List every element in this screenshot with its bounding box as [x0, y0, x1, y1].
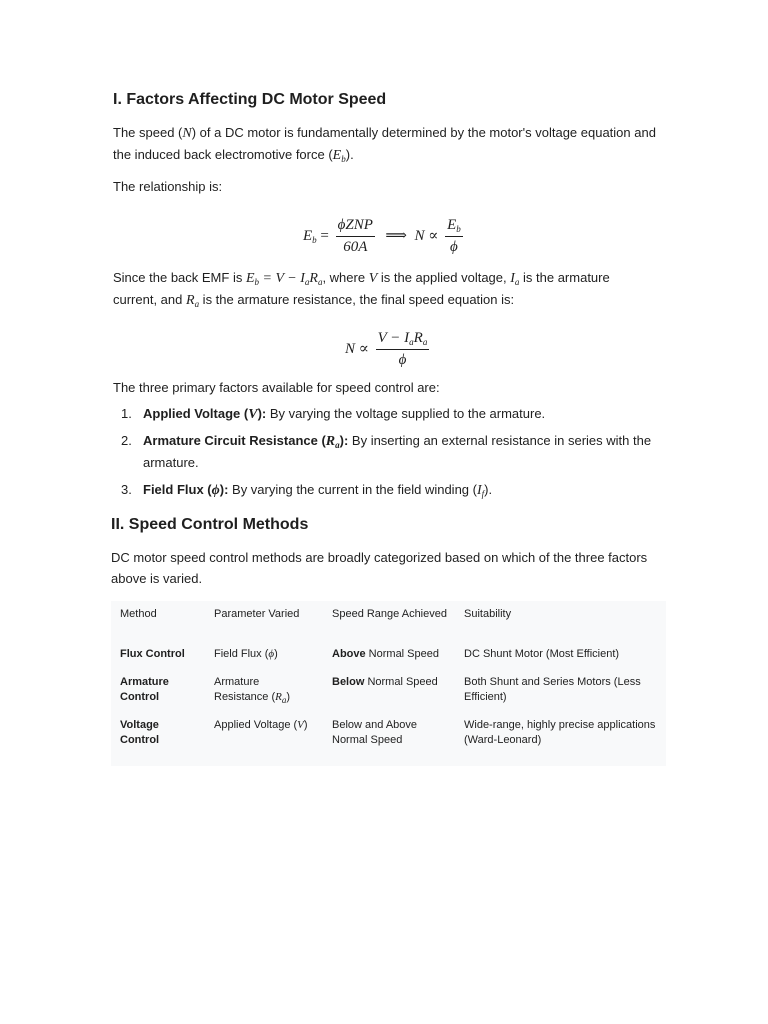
table-row	[111, 675, 666, 718]
cell-method: Armature Control	[120, 676, 169, 703]
cell-suitability: Wide-range, highly precise applications (Ward-Leonard)	[464, 719, 656, 746]
methods-intro-line2: above is varied.	[111, 571, 203, 586]
table-row	[111, 718, 666, 766]
back-emf-paragraph	[113, 267, 673, 311]
section-heading-methods: II. Speed Control Methods	[111, 516, 309, 533]
cell-speed-range: Above Normal Speed	[332, 648, 439, 660]
cell-speed-range: Below and Above Normal Speed	[332, 719, 418, 746]
eq1-denominator: 60A	[343, 239, 368, 255]
eq2-denominator: ϕ	[398, 352, 407, 368]
since-symbol-ia: $I_a$	[510, 271, 520, 287]
since-text-c: is the applied voltage,	[377, 270, 511, 285]
cell-parameter: Applied Voltage (V)	[214, 719, 308, 731]
cell-parameter: Armature Resistance $(R_a)$	[214, 676, 291, 705]
since-equation: $E_b = V - I_aR_a$	[245, 271, 323, 287]
factor-label: Applied Voltage (V):	[143, 406, 267, 422]
column-header-method: Method	[120, 608, 157, 620]
equation-speed	[345, 330, 432, 369]
intro-text-c: the induced back electromotive force (	[113, 147, 333, 162]
intro-text-d: ).	[345, 147, 354, 162]
intro-symbol-eb: $E_b$	[332, 148, 346, 164]
eq1-rhs-denominator: ϕ	[450, 239, 458, 255]
factor-text: By inserting an external resistance in series with the	[348, 433, 652, 448]
eq1-rhs-fraction	[445, 217, 463, 256]
since-text-d: is the armature	[519, 270, 610, 285]
column-header-suitability: Suitability	[464, 608, 512, 620]
eq1-implies: ⟹	[385, 227, 407, 244]
since-text-a: Since the back EMF is	[113, 270, 246, 285]
since-text-e: current, and	[113, 292, 186, 307]
cell-method: Flux Control	[120, 648, 185, 660]
equation-back-emf: $E_b$ = $\frac{\text{ϕZNP}}{60A}$ ⟹ N ∝ $\frac{E_b}{\phi}$	[303, 217, 461, 255]
eq2-lhs: N ∝	[345, 340, 369, 357]
intro-paragraph	[113, 122, 673, 166]
cell-suitability: DC Shunt Motor (Most Efficient)	[464, 648, 620, 660]
eq1-lhs: $E_b$	[303, 227, 317, 245]
eq1-rhs-numerator: $E_b$	[445, 217, 463, 237]
cell-method: Voltage Control	[120, 719, 160, 746]
eq1-numerator: ϕZNP	[336, 217, 375, 237]
table-header-row	[111, 601, 666, 647]
eq1-fraction	[336, 217, 375, 256]
column-header-speed-range: Speed Range Achieved	[332, 608, 447, 620]
relationship-label: The relationship is:	[113, 179, 223, 194]
factor-label: Armature Circuit Resistance $(R_a)$:	[143, 433, 349, 450]
intro-symbol-n: N	[182, 126, 192, 141]
cell-parameter: Field Flux (ϕ)	[214, 648, 278, 660]
methods-intro-line1: DC motor speed control methods are broadly categorized based on which of the three factors	[111, 550, 648, 565]
table-row	[111, 647, 666, 675]
factor-text: By varying the current in the field winding (	[228, 482, 477, 497]
speed-control-table	[111, 601, 666, 766]
since-text-b: , where	[322, 270, 369, 285]
since-symbol-v: V	[368, 271, 378, 286]
factor-text: By varying the voltage supplied to the armature.	[266, 406, 546, 421]
factors-intro: The three primary factors available for speed control are:	[113, 380, 440, 395]
intro-text-b: ) of a DC motor is fundamentally determined by the motor's voltage equation and	[191, 125, 656, 140]
section-heading-factors: I. Factors Affecting DC Motor Speed	[113, 91, 387, 108]
intro-text-a: The speed (	[113, 125, 183, 140]
column-header-parameter: Parameter Varied	[214, 608, 300, 620]
factor-label: Field Flux (ϕ):	[143, 482, 229, 498]
methods-intro	[111, 547, 671, 589]
since-symbol-ra: $R_a$	[186, 293, 200, 309]
eq2-fraction	[376, 330, 430, 369]
cell-suitability: Both Shunt and Series Motors (Less Efficient)	[464, 676, 641, 703]
factor-text-continued: armature.	[143, 455, 199, 470]
cell-speed-range: Below Normal Speed	[332, 676, 438, 688]
since-text-f: is the armature resistance, the final speed equation is:	[199, 292, 515, 307]
eq2-numerator: $V - I_aR_a$	[376, 330, 430, 350]
eq1-rhs-var: N ∝	[414, 227, 439, 244]
